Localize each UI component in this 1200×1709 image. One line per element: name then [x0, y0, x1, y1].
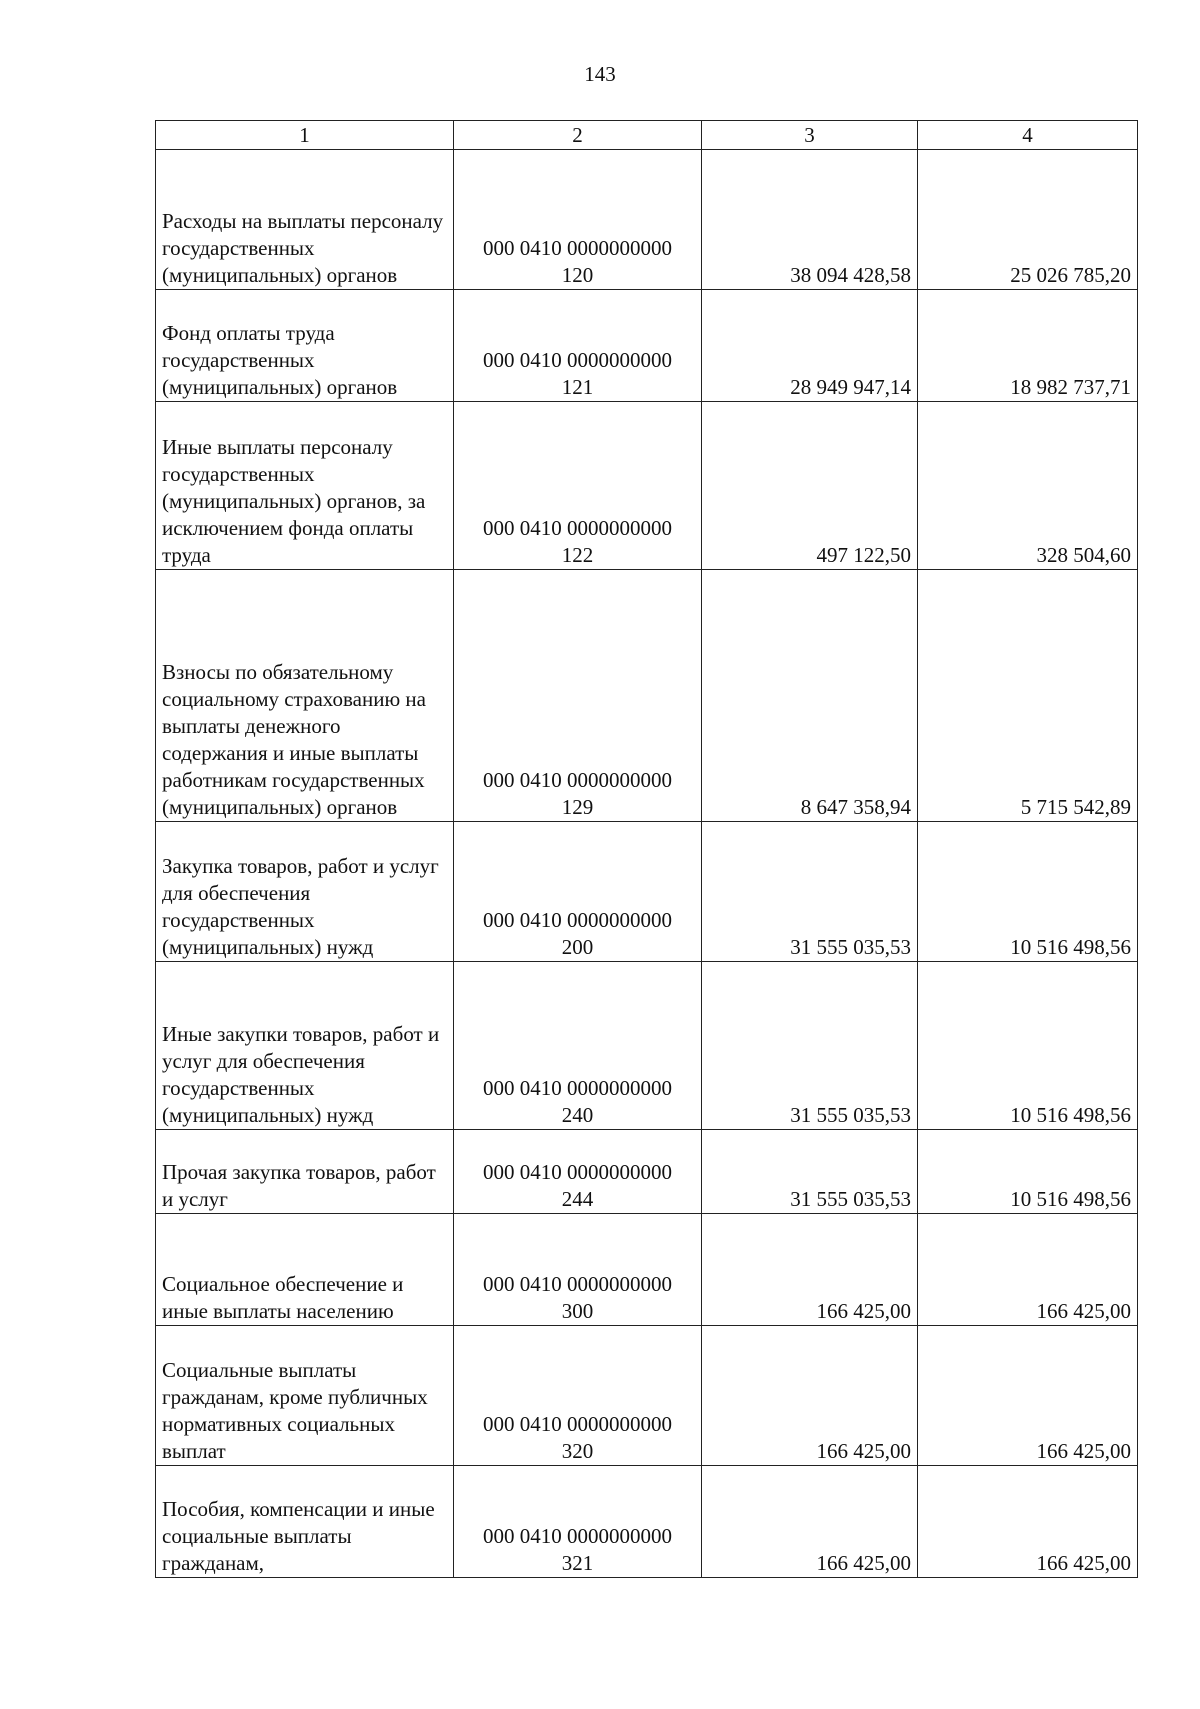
code-prefix: 000 0410 0000000000 — [483, 768, 672, 792]
code-suffix: 200 — [561, 935, 594, 959]
row-code — [454, 1466, 702, 1578]
value-col-4: 10 516 498,56 — [918, 962, 1138, 1130]
code-suffix: 321 — [561, 1551, 594, 1575]
budget-table — [155, 120, 1138, 1578]
table-row — [156, 1130, 1138, 1214]
table-row — [156, 570, 1138, 822]
table-row — [156, 290, 1138, 402]
code-suffix: 121 — [561, 375, 594, 399]
value-col-4: 10 516 498,56 — [918, 822, 1138, 962]
code-suffix: 244 — [561, 1187, 594, 1211]
row-code — [454, 962, 702, 1130]
code-prefix: 000 0410 0000000000 — [483, 236, 672, 260]
header-col-3: 3 — [702, 121, 918, 150]
row-code — [454, 402, 702, 570]
row-name: Пособия, компенсации и иные социальные выплаты гражданам, — [156, 1466, 454, 1578]
header-col-1: 1 — [156, 121, 454, 150]
row-name: Социальное обеспечение и иные выплаты населению — [156, 1214, 454, 1326]
row-code — [454, 290, 702, 402]
row-code — [454, 570, 702, 822]
row-name: Социальные выплаты гражданам, кроме публичных нормативных социальных выплат — [156, 1326, 454, 1466]
row-name: Прочая закупка товаров, работ и услуг — [156, 1130, 454, 1214]
row-code — [454, 822, 702, 962]
value-col-4: 328 504,60 — [918, 402, 1138, 570]
header-col-2: 2 — [454, 121, 702, 150]
row-code — [454, 1214, 702, 1326]
value-col-4: 18 982 737,71 — [918, 290, 1138, 402]
value-col-4: 10 516 498,56 — [918, 1130, 1138, 1214]
code-prefix: 000 0410 0000000000 — [483, 1272, 672, 1296]
table-row — [156, 1214, 1138, 1326]
value-col-3: 166 425,00 — [702, 1214, 918, 1326]
table-row — [156, 822, 1138, 962]
row-code — [454, 1130, 702, 1214]
row-name: Иные выплаты персоналу государственных (муниципальных) органов, за исключением фонда оплаты труда — [156, 402, 454, 570]
table-row — [156, 1466, 1138, 1578]
value-col-3: 31 555 035,53 — [702, 962, 918, 1130]
code-prefix: 000 0410 0000000000 — [483, 1076, 672, 1100]
row-name: Иные закупки товаров, работ и услуг для обеспечения государственных (муниципальных) нужд — [156, 962, 454, 1130]
row-name: Фонд оплаты труда государственных (муниципальных) органов — [156, 290, 454, 402]
code-prefix: 000 0410 0000000000 — [483, 1160, 672, 1184]
table-row — [156, 150, 1138, 290]
value-col-3: 166 425,00 — [702, 1326, 918, 1466]
row-name: Расходы на выплаты персоналу государственных (муниципальных) органов — [156, 150, 454, 290]
row-name: Взносы по обязательному социальному страхованию на выплаты денежного содержания и иные выплаты работникам государственных (муниципальных) органов — [156, 570, 454, 822]
row-name: Закупка товаров, работ и услуг для обеспечения государственных (муниципальных) нужд — [156, 822, 454, 962]
page-number: 143 — [584, 62, 616, 86]
code-prefix: 000 0410 0000000000 — [483, 908, 672, 932]
table-row — [156, 402, 1138, 570]
table-row — [156, 1326, 1138, 1466]
value-col-4: 166 425,00 — [918, 1214, 1138, 1326]
value-col-3: 8 647 358,94 — [702, 570, 918, 822]
value-col-3: 38 094 428,58 — [702, 150, 918, 290]
value-col-4: 5 715 542,89 — [918, 570, 1138, 822]
value-col-3: 166 425,00 — [702, 1466, 918, 1578]
value-col-3: 31 555 035,53 — [702, 822, 918, 962]
code-suffix: 320 — [561, 1439, 594, 1463]
code-suffix: 120 — [561, 263, 594, 287]
header-row — [156, 121, 1138, 150]
table-row — [156, 962, 1138, 1130]
row-code — [454, 150, 702, 290]
value-col-3: 28 949 947,14 — [702, 290, 918, 402]
value-col-3: 31 555 035,53 — [702, 1130, 918, 1214]
header-col-4: 4 — [918, 121, 1138, 150]
value-col-4: 166 425,00 — [918, 1466, 1138, 1578]
code-suffix: 240 — [561, 1103, 594, 1127]
code-prefix: 000 0410 0000000000 — [483, 1524, 672, 1548]
code-suffix: 122 — [561, 543, 594, 567]
value-col-4: 25 026 785,20 — [918, 150, 1138, 290]
code-suffix: 129 — [561, 795, 594, 819]
row-code — [454, 1326, 702, 1466]
code-prefix: 000 0410 0000000000 — [483, 348, 672, 372]
code-prefix: 000 0410 0000000000 — [483, 1412, 672, 1436]
code-suffix: 300 — [561, 1299, 594, 1323]
code-prefix: 000 0410 0000000000 — [483, 516, 672, 540]
value-col-3: 497 122,50 — [702, 402, 918, 570]
value-col-4: 166 425,00 — [918, 1326, 1138, 1466]
